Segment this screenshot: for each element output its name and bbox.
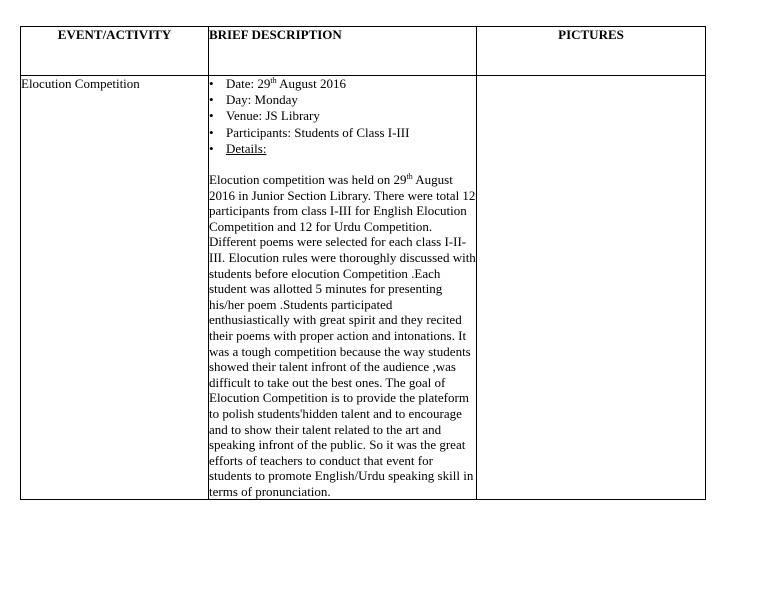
description-paragraph: Elocution competition was held on 29th August 2016 in Junior Section Library. There were total 12 participants from class I-III for English Elocution Competition and 12 for Urdu Competition. Different poems were selected for each class I-II-III. Elocution rules were thoroughly discussed with students before elocution Competition .Each student was allotted 5 minutes for presenting his/her poem .Students participated enthusiastically with great spirit and they recited their poems with proper action and intonations. It was a tough competition because the way students showed their talent infront of the audience ,was difficult to take out the best ones. The goal of Elocution Competition is to provide the plateform to polish students'hidden talent and to encourage and to show their talent related to the art and speaking infront of the public. So it was the great efforts of teachers to conduct that event for students to promote English/Urdu speaking skill in terms of pronunciation. <box>209 172 476 499</box>
description-cell <box>209 76 477 500</box>
header-row <box>21 27 706 76</box>
details-item: • Details: <box>209 141 476 157</box>
venue-item: • Venue: JS Library <box>209 108 476 124</box>
event-report-table <box>20 26 706 500</box>
pictures-header: PICTURES <box>477 27 706 76</box>
date-item: • Date: 29th August 2016 <box>209 76 476 92</box>
event-name-cell: Elocution Competition <box>21 76 209 500</box>
table-row <box>21 76 706 500</box>
event-facts-list <box>209 76 476 157</box>
pictures-cell <box>477 76 706 500</box>
brief-description-header: BRIEF DESCRIPTION <box>209 27 477 76</box>
event-activity-header: EVENT/ACTIVITY <box>21 27 209 76</box>
participants-item: • Participants: Students of Class I-III <box>209 125 476 141</box>
day-item: • Day: Monday <box>209 92 476 108</box>
